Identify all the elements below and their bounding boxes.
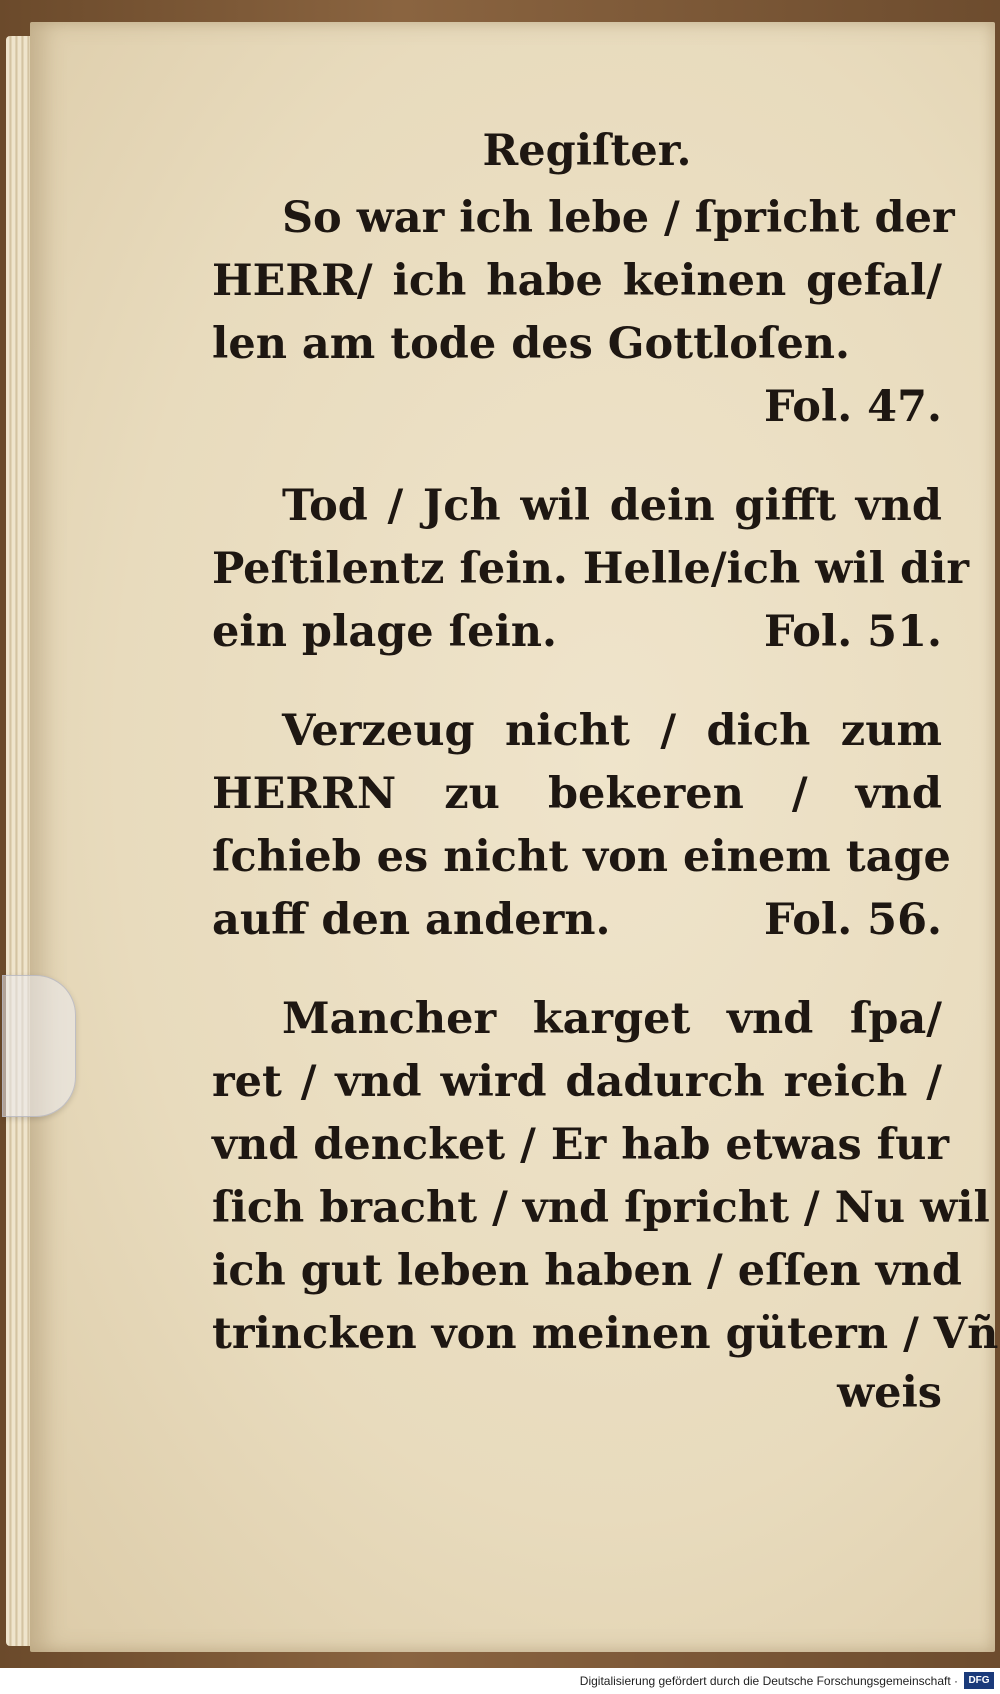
entry-line: HERR/ ich habe keinen gefal/ [212,256,942,306]
folio-reference: Fol. 51. [764,607,942,657]
entry-line: ich gut leben haben / eſſen vnd [212,1246,962,1296]
folio-reference: Fol. 47. [764,382,942,432]
bookmark-clip [2,975,76,1117]
folio-reference: Fol. 56. [764,895,942,945]
entry-line: ret / vnd wird dadurch reich / [212,1057,942,1107]
entry-line: Mancher karget vnd ſpa/ [282,994,942,1044]
dfg-logo-icon: DFG [964,1672,994,1689]
entry-line: Tod / Jch wil dein gifft vnd [282,481,942,531]
register-entry-4 [212,988,999,1366]
entry-last-line [212,889,942,952]
entry-line: ein plage ſein. [212,607,558,657]
page-header: Regiſter. [482,126,692,176]
register-entry-3 [212,700,951,952]
register-entry-2 [212,475,970,664]
entry-line: ſich bracht / vnd ſpricht / Nu wil [212,1183,990,1233]
entry-last-line [212,601,942,664]
funding-credit: Digitalisierung gefördert durch die Deutsche Forschungsgemeinschaft · [579,1674,958,1688]
catchword: weis [837,1368,942,1418]
page-text [212,120,999,1425]
entry-line: len am tode des Gottloſen. [212,319,851,369]
entry-line: Verzeug nicht / dich zum [282,706,942,756]
entry-line: auff den andern. [212,895,611,945]
entry-line: ſchieb es nicht von einem tage [212,832,951,882]
entry-line: vnd dencket / Er hab etwas fur [212,1120,950,1170]
entry-line: Peſtilentz ſein. Helle/ich wil dir [212,544,970,594]
register-entry-1 [212,187,955,439]
entry-line: HERRN zu bekeren / vnd [212,769,942,819]
digitization-footer [0,1668,1000,1694]
entry-line: So war ich lebe / ſpricht der [282,193,955,243]
entry-line: trincken von meinen gütern / Vñ [212,1309,999,1359]
